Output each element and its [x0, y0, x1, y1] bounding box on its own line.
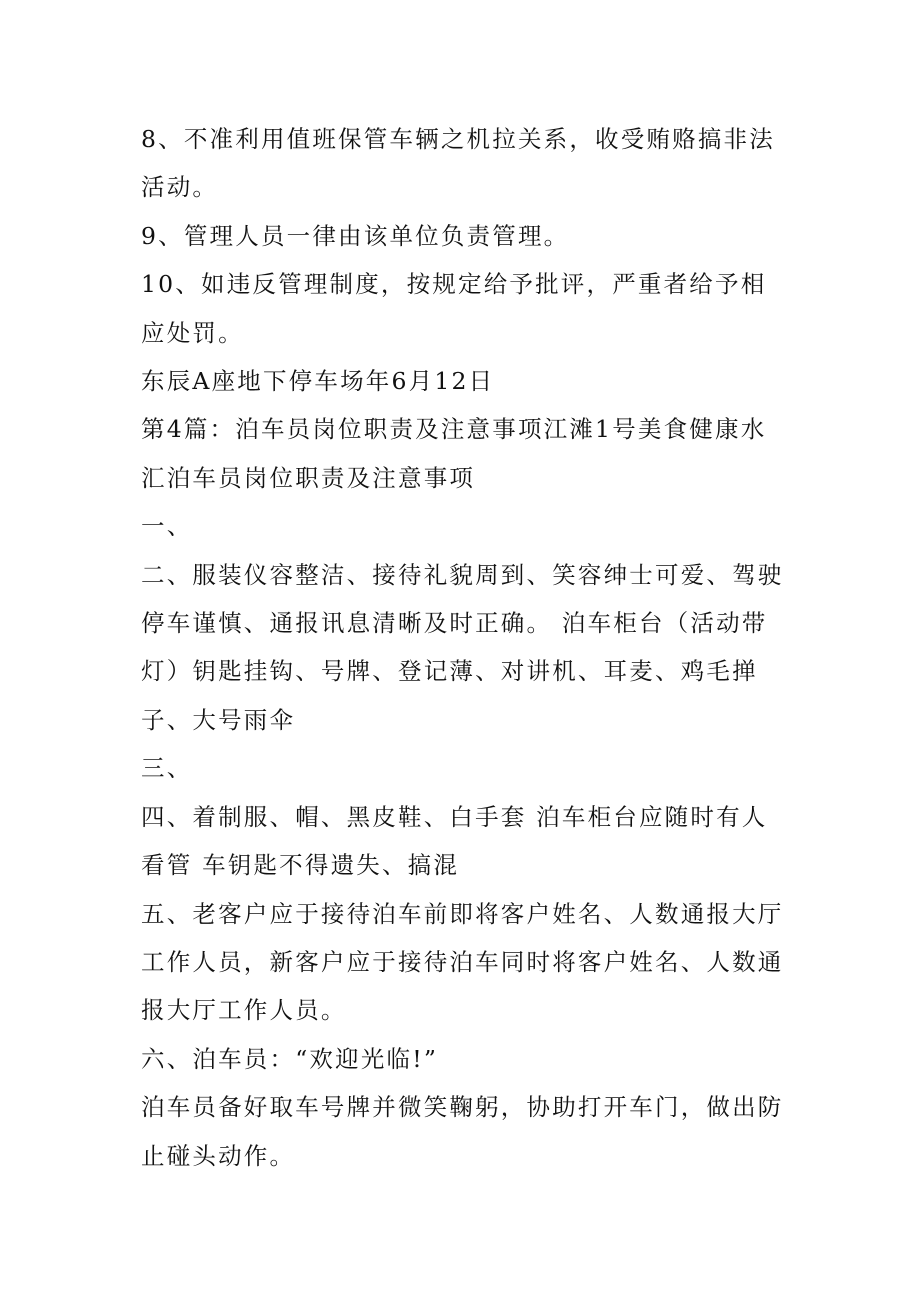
paragraph-item-3: 三、	[141, 754, 193, 783]
paragraph-signature-date: 东辰A座地下停车场年6月12日	[141, 367, 495, 396]
paragraph-item-2: 二、服装仪容整洁、接待礼貌周到、笑容绅士可爱、驾驶停车谨慎、通报讯息清晰及时正确。 泊车柜台（活动带灯）钥匙挂钩、号牌、登记薄、对讲机、耳麦、鸡毛掸子、大号雨伞	[141, 560, 784, 734]
paragraph-item-5: 五、老客户应于接待泊车前即将客户姓名、人数通报大厅工作人员，新客户应于接待泊车同时将客户姓名、人数通报大厅工作人员。	[141, 899, 784, 1025]
paragraph-item-1: 一、	[141, 512, 193, 541]
paragraph-section-heading: 第4篇：泊车员岗位职责及注意事项江滩1号美食健康水汇泊车员岗位职责及注意事项	[141, 415, 767, 492]
paragraph-item-6-detail: 泊车员备好取车号牌并微笑鞠躬，协助打开车门，做出防止碰头动作。	[141, 1093, 784, 1170]
paragraph-item-4: 四、着制服、帽、黑皮鞋、白手套 泊车柜台应随时有人看管 车钥匙不得遗失、搞混	[141, 802, 768, 880]
paragraph-rule-10: 10、如违反管理制度，按规定给予批评，严重者给予相应处罚。	[141, 270, 767, 347]
document-body	[141, 115, 791, 1180]
paragraph-rule-9: 9、管理人员一律由该单位负责管理。	[141, 221, 570, 250]
paragraph-rule-8: 8、不准利用值班保管车辆之机拉关系，收受贿赂搞非法活动。	[141, 125, 775, 202]
paragraph-item-6: 六、泊车员：“欢迎光临!”	[141, 1044, 439, 1073]
